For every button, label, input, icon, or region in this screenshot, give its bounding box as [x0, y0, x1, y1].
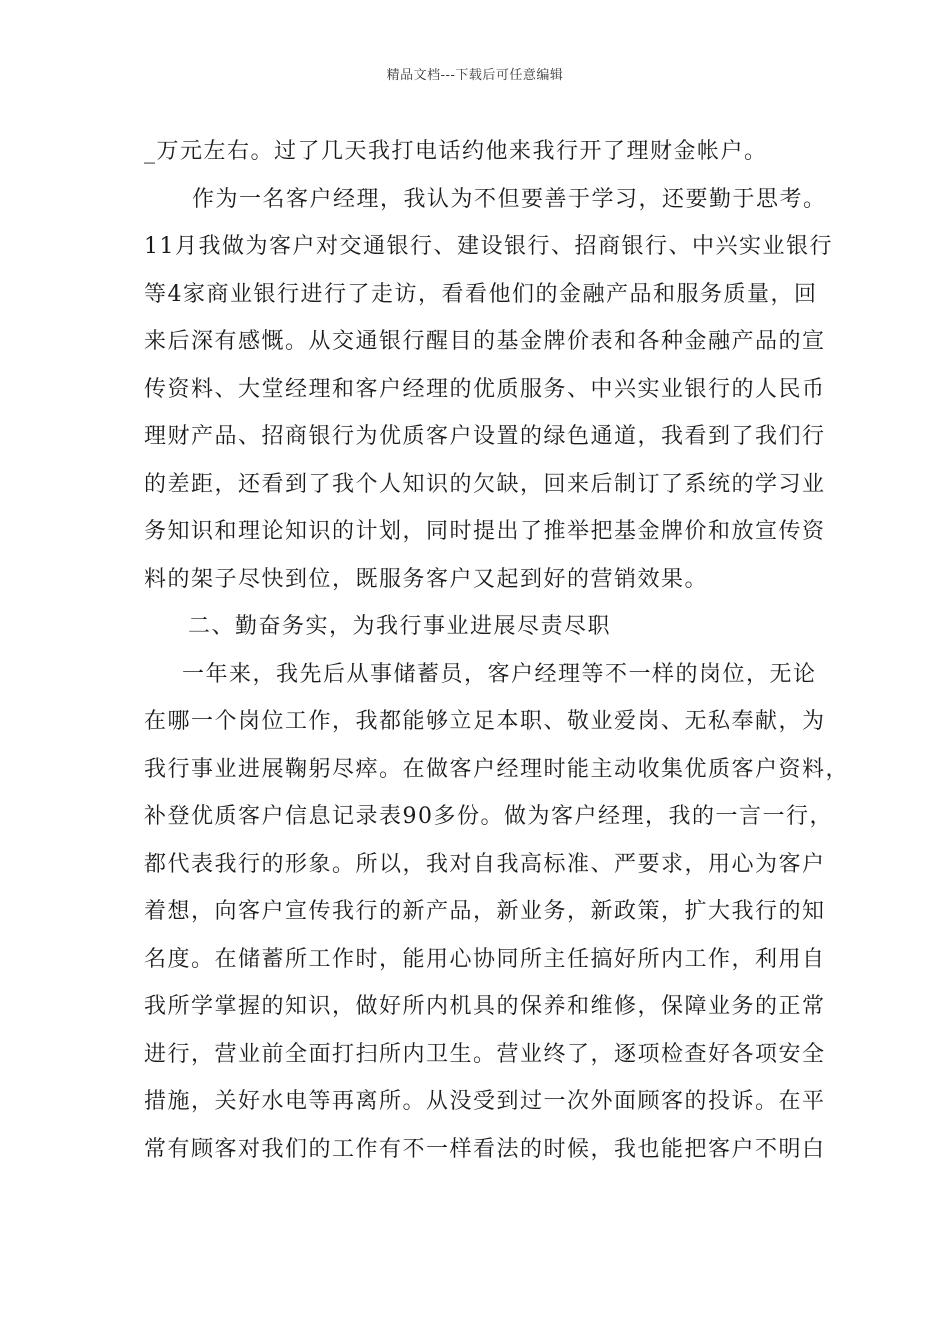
text-line: 11月我做为客户对交通银行、建设银行、招商银行、中兴实业银行 — [144, 234, 833, 259]
paragraph-start-line: 作为一名客户经理，我认为不但要善于学习，还要勤于思考。 — [192, 186, 827, 212]
paragraph-start-line: 一年来，我先后从事储蓄员，客户经理等不一样的岗位，无论 — [182, 661, 817, 687]
text-line: 我行事业进展鞠躬尽瘁。在做客户经理时能主动收集优质客户资料， — [144, 756, 850, 782]
text-line: 务知识和理论知识的计划，同时提出了推举把基金牌价和放宣传资 — [144, 519, 826, 544]
text-line: 都代表我行的形象。所以，我对自我高标准、严要求，用心为客户 — [144, 851, 826, 877]
text-line: 理财产品、招商银行为优质客户设置的绿色通道，我看到了我们行 — [144, 424, 826, 449]
text-line: 补登优质客户信息记录表90多份。做为客户经理，我的一言一行， — [144, 804, 833, 829]
text-line: 措施，关好水电等再离所。从没受到过一次外面顾客的投诉。在平 — [144, 1089, 826, 1114]
text-line: 的差距，还看到了我个人知识的欠缺，回来后制订了系统的学习业 — [144, 471, 826, 497]
text-line: 传资料、大堂经理和客户经理的优质服务、中兴实业银行的人民币 — [144, 376, 826, 402]
text-line: 着想，向客户宣传我行的新产品，新业务，新政策，扩大我行的知 — [144, 899, 826, 924]
document-body — [144, 128, 850, 1173]
text-line: 进行，营业前全面打扫所内卫生。营业终了，逐项检查好各项安全 — [144, 1041, 826, 1067]
text-line: _万元左右。过了几天我打电话约他来我行开了理财金帐户。 — [144, 139, 768, 164]
text-line: 名度。在储蓄所工作时，能用心协同所主任搞好所内工作，利用自 — [144, 946, 826, 972]
text-line: 常有顾客对我们的工作有不一样看法的时候，我也能把客户不明白 — [144, 1136, 826, 1162]
text-line: 来后深有感慨。从交通银行醒目的基金牌价表和各种金融产品的宣 — [144, 329, 826, 354]
page-header: 精品文档---下载后可任意编辑 — [386, 68, 564, 83]
text-line: 我所学掌握的知识，做好所内机具的保养和维修，保障业务的正常 — [144, 994, 826, 1019]
text-line: 等4家商业银行进行了走访，看看他们的金融产品和服务质量，回 — [144, 281, 818, 307]
text-line: 在哪一个岗位工作，我都能够立足本职、敬业爱岗、无私奉献，为 — [144, 709, 826, 734]
section-heading: 二、勤奋务实，为我行事业进展尽责尽职 — [188, 614, 612, 639]
text-line: 料的架子尽快到位，既服务客户又起到好的营销效果。 — [144, 566, 709, 592]
